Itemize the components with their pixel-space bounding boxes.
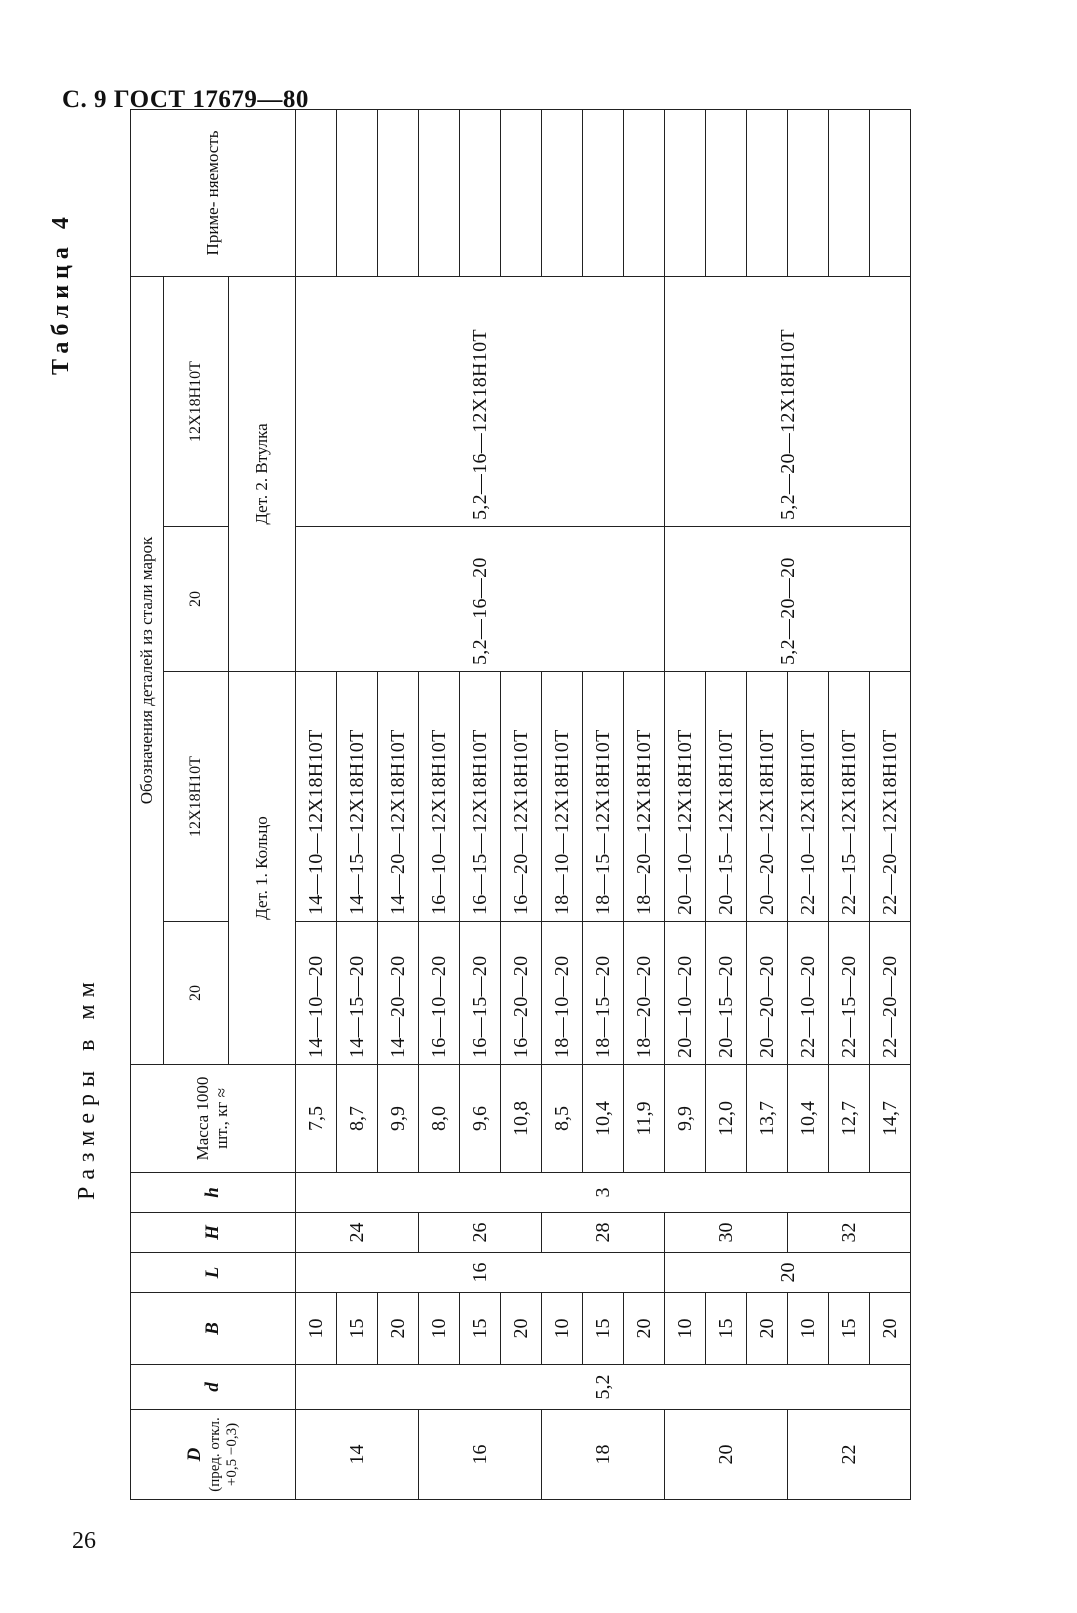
cell-applicability — [542, 109, 583, 276]
cell-mass: 10,4 — [583, 1065, 624, 1173]
header-kolco-steel-12x: 12Х18Н10Т — [164, 672, 229, 922]
cell-kolco-12x: 14—15—12Х18Н10Т — [337, 672, 378, 922]
cell-kolco-20: 16—20—20 — [501, 922, 542, 1065]
cell-mass: 10,4 — [788, 1065, 829, 1173]
cell-kolco-20: 16—15—20 — [460, 922, 501, 1065]
cell-B: 10 — [665, 1293, 706, 1365]
cell-B: 20 — [501, 1293, 542, 1365]
header-B: B — [131, 1293, 296, 1365]
cell-mass: 9,9 — [378, 1065, 419, 1173]
cell-kolco-12x: 16—20—12Х18Н10Т — [501, 672, 542, 922]
cell-applicability — [747, 109, 788, 276]
cell-D: 18 — [542, 1410, 665, 1500]
cell-mass: 11,9 — [624, 1065, 665, 1173]
cell-H: 28 — [542, 1213, 665, 1253]
cell-mass: 8,0 — [419, 1065, 460, 1173]
cell-kolco-20: 22—10—20 — [788, 922, 829, 1065]
cell-mass: 12,7 — [829, 1065, 870, 1173]
header-vtulka-steel-12x: 12Х18Н10Т — [164, 276, 229, 526]
cell-D: 16 — [419, 1410, 542, 1500]
cell-B: 20 — [624, 1293, 665, 1365]
cell-kolco-20: 18—15—20 — [583, 922, 624, 1065]
cell-kolco-12x: 14—10—12Х18Н10Т — [296, 672, 337, 922]
cell-kolco-20: 18—20—20 — [624, 922, 665, 1065]
cell-vtulka-12x: 5,2—20—12Х18Н10Т — [665, 276, 911, 526]
cell-mass: 12,0 — [706, 1065, 747, 1173]
cell-applicability — [583, 109, 624, 276]
cell-B: 10 — [419, 1293, 460, 1365]
cell-B: 15 — [583, 1293, 624, 1365]
cell-kolco-20: 22—15—20 — [829, 922, 870, 1065]
cell-B: 20 — [870, 1293, 911, 1365]
cell-kolco-20: 20—15—20 — [706, 922, 747, 1065]
cell-kolco-12x: 20—10—12Х18Н10Т — [665, 672, 706, 922]
cell-D: 14 — [296, 1410, 419, 1500]
cell-vtulka-20: 5,2—16—20 — [296, 527, 665, 672]
cell-mass: 9,9 — [665, 1065, 706, 1173]
header-L: L — [131, 1253, 296, 1293]
cell-applicability — [419, 109, 460, 276]
cell-B: 10 — [788, 1293, 829, 1365]
cell-B: 15 — [829, 1293, 870, 1365]
cell-applicability — [378, 109, 419, 276]
header-det1: Дет. 1. Кольцо — [229, 672, 296, 1065]
cell-kolco-12x: 20—20—12Х18Н10Т — [747, 672, 788, 922]
header-H: H — [131, 1213, 296, 1253]
cell-kolco-20: 14—20—20 — [378, 922, 419, 1065]
cell-mass: 10,8 — [501, 1065, 542, 1173]
cell-applicability — [501, 109, 542, 276]
cell-applicability — [624, 109, 665, 276]
header-designations: Обозначения деталей из стали марок — [131, 276, 164, 1064]
header-applicability: Приме- няемость — [131, 109, 296, 276]
cell-vtulka-20: 5,2—20—20 — [665, 527, 911, 672]
cell-kolco-20: 20—20—20 — [747, 922, 788, 1065]
cell-B: 10 — [296, 1293, 337, 1365]
table-row — [296, 109, 337, 1499]
cell-H: 30 — [665, 1213, 788, 1253]
cell-mass: 13,7 — [747, 1065, 788, 1173]
cell-kolco-12x: 18—15—12Х18Н10Т — [583, 672, 624, 922]
cell-B: 15 — [337, 1293, 378, 1365]
cell-D: 22 — [788, 1410, 911, 1500]
header-mass: Масса 1000 шт., кг ≈ — [131, 1065, 296, 1173]
cell-kolco-12x: 18—20—12Х18Н10Т — [624, 672, 665, 922]
cell-B: 20 — [378, 1293, 419, 1365]
cell-applicability — [460, 109, 501, 276]
cell-kolco-12x: 16—10—12Х18Н10Т — [419, 672, 460, 922]
cell-mass: 9,6 — [460, 1065, 501, 1173]
cell-L: 20 — [665, 1253, 911, 1293]
cell-vtulka-12x: 5,2—16—12Х18Н10Т — [296, 276, 665, 526]
page-number: 26 — [72, 1528, 96, 1554]
cell-kolco-12x: 22—15—12Х18Н10Т — [829, 672, 870, 922]
cell-kolco-20: 22—20—20 — [870, 922, 911, 1065]
cell-B: 10 — [542, 1293, 583, 1365]
header-D: D (пред. откл. +0,5 −0,3) — [131, 1410, 296, 1500]
cell-mass: 7,5 — [296, 1065, 337, 1173]
table-row — [665, 109, 706, 1499]
cell-kolco-20: 18—10—20 — [542, 922, 583, 1065]
cell-applicability — [337, 109, 378, 276]
table-title: Таблица 4 — [48, 211, 74, 375]
cell-applicability — [706, 109, 747, 276]
cell-H: 26 — [419, 1213, 542, 1253]
cell-B: 20 — [747, 1293, 788, 1365]
page-header: С. 9 ГОСТ 17679—80 — [62, 86, 309, 113]
cell-kolco-20: 14—10—20 — [296, 922, 337, 1065]
cell-D: 20 — [665, 1410, 788, 1500]
cell-kolco-20: 16—10—20 — [419, 922, 460, 1065]
header-det2: Дет. 2. Втулка — [229, 276, 296, 671]
rotated-table-block — [48, 130, 970, 1500]
header-kolco-steel-20: 20 — [164, 922, 229, 1065]
cell-d: 5,2 — [296, 1365, 911, 1410]
cell-H: 32 — [788, 1213, 911, 1253]
cell-B: 15 — [706, 1293, 747, 1365]
cell-h: 3 — [296, 1173, 911, 1213]
cell-kolco-12x: 22—10—12Х18Н10Т — [788, 672, 829, 922]
dimensions-table — [130, 109, 911, 1500]
cell-applicability — [829, 109, 870, 276]
cell-kolco-20: 14—15—20 — [337, 922, 378, 1065]
units-caption: Размеры в мм — [74, 975, 100, 1200]
header-d: d — [131, 1365, 296, 1410]
cell-B: 15 — [460, 1293, 501, 1365]
cell-H: 24 — [296, 1213, 419, 1253]
cell-L: 16 — [296, 1253, 665, 1293]
cell-mass: 8,7 — [337, 1065, 378, 1173]
cell-mass: 14,7 — [870, 1065, 911, 1173]
cell-applicability — [665, 109, 706, 276]
cell-kolco-12x: 18—10—12Х18Н10Т — [542, 672, 583, 922]
header-h: h — [131, 1173, 296, 1213]
cell-kolco-12x: 16—15—12Х18Н10Т — [460, 672, 501, 922]
cell-kolco-12x: 20—15—12Х18Н10Т — [706, 672, 747, 922]
cell-mass: 8,5 — [542, 1065, 583, 1173]
cell-applicability — [788, 109, 829, 276]
cell-applicability — [870, 109, 911, 276]
cell-kolco-12x: 22—20—12Х18Н10Т — [870, 672, 911, 922]
cell-kolco-12x: 14—20—12Х18Н10Т — [378, 672, 419, 922]
header-vtulka-steel-20: 20 — [164, 527, 229, 672]
cell-applicability — [296, 109, 337, 276]
cell-kolco-20: 20—10—20 — [665, 922, 706, 1065]
